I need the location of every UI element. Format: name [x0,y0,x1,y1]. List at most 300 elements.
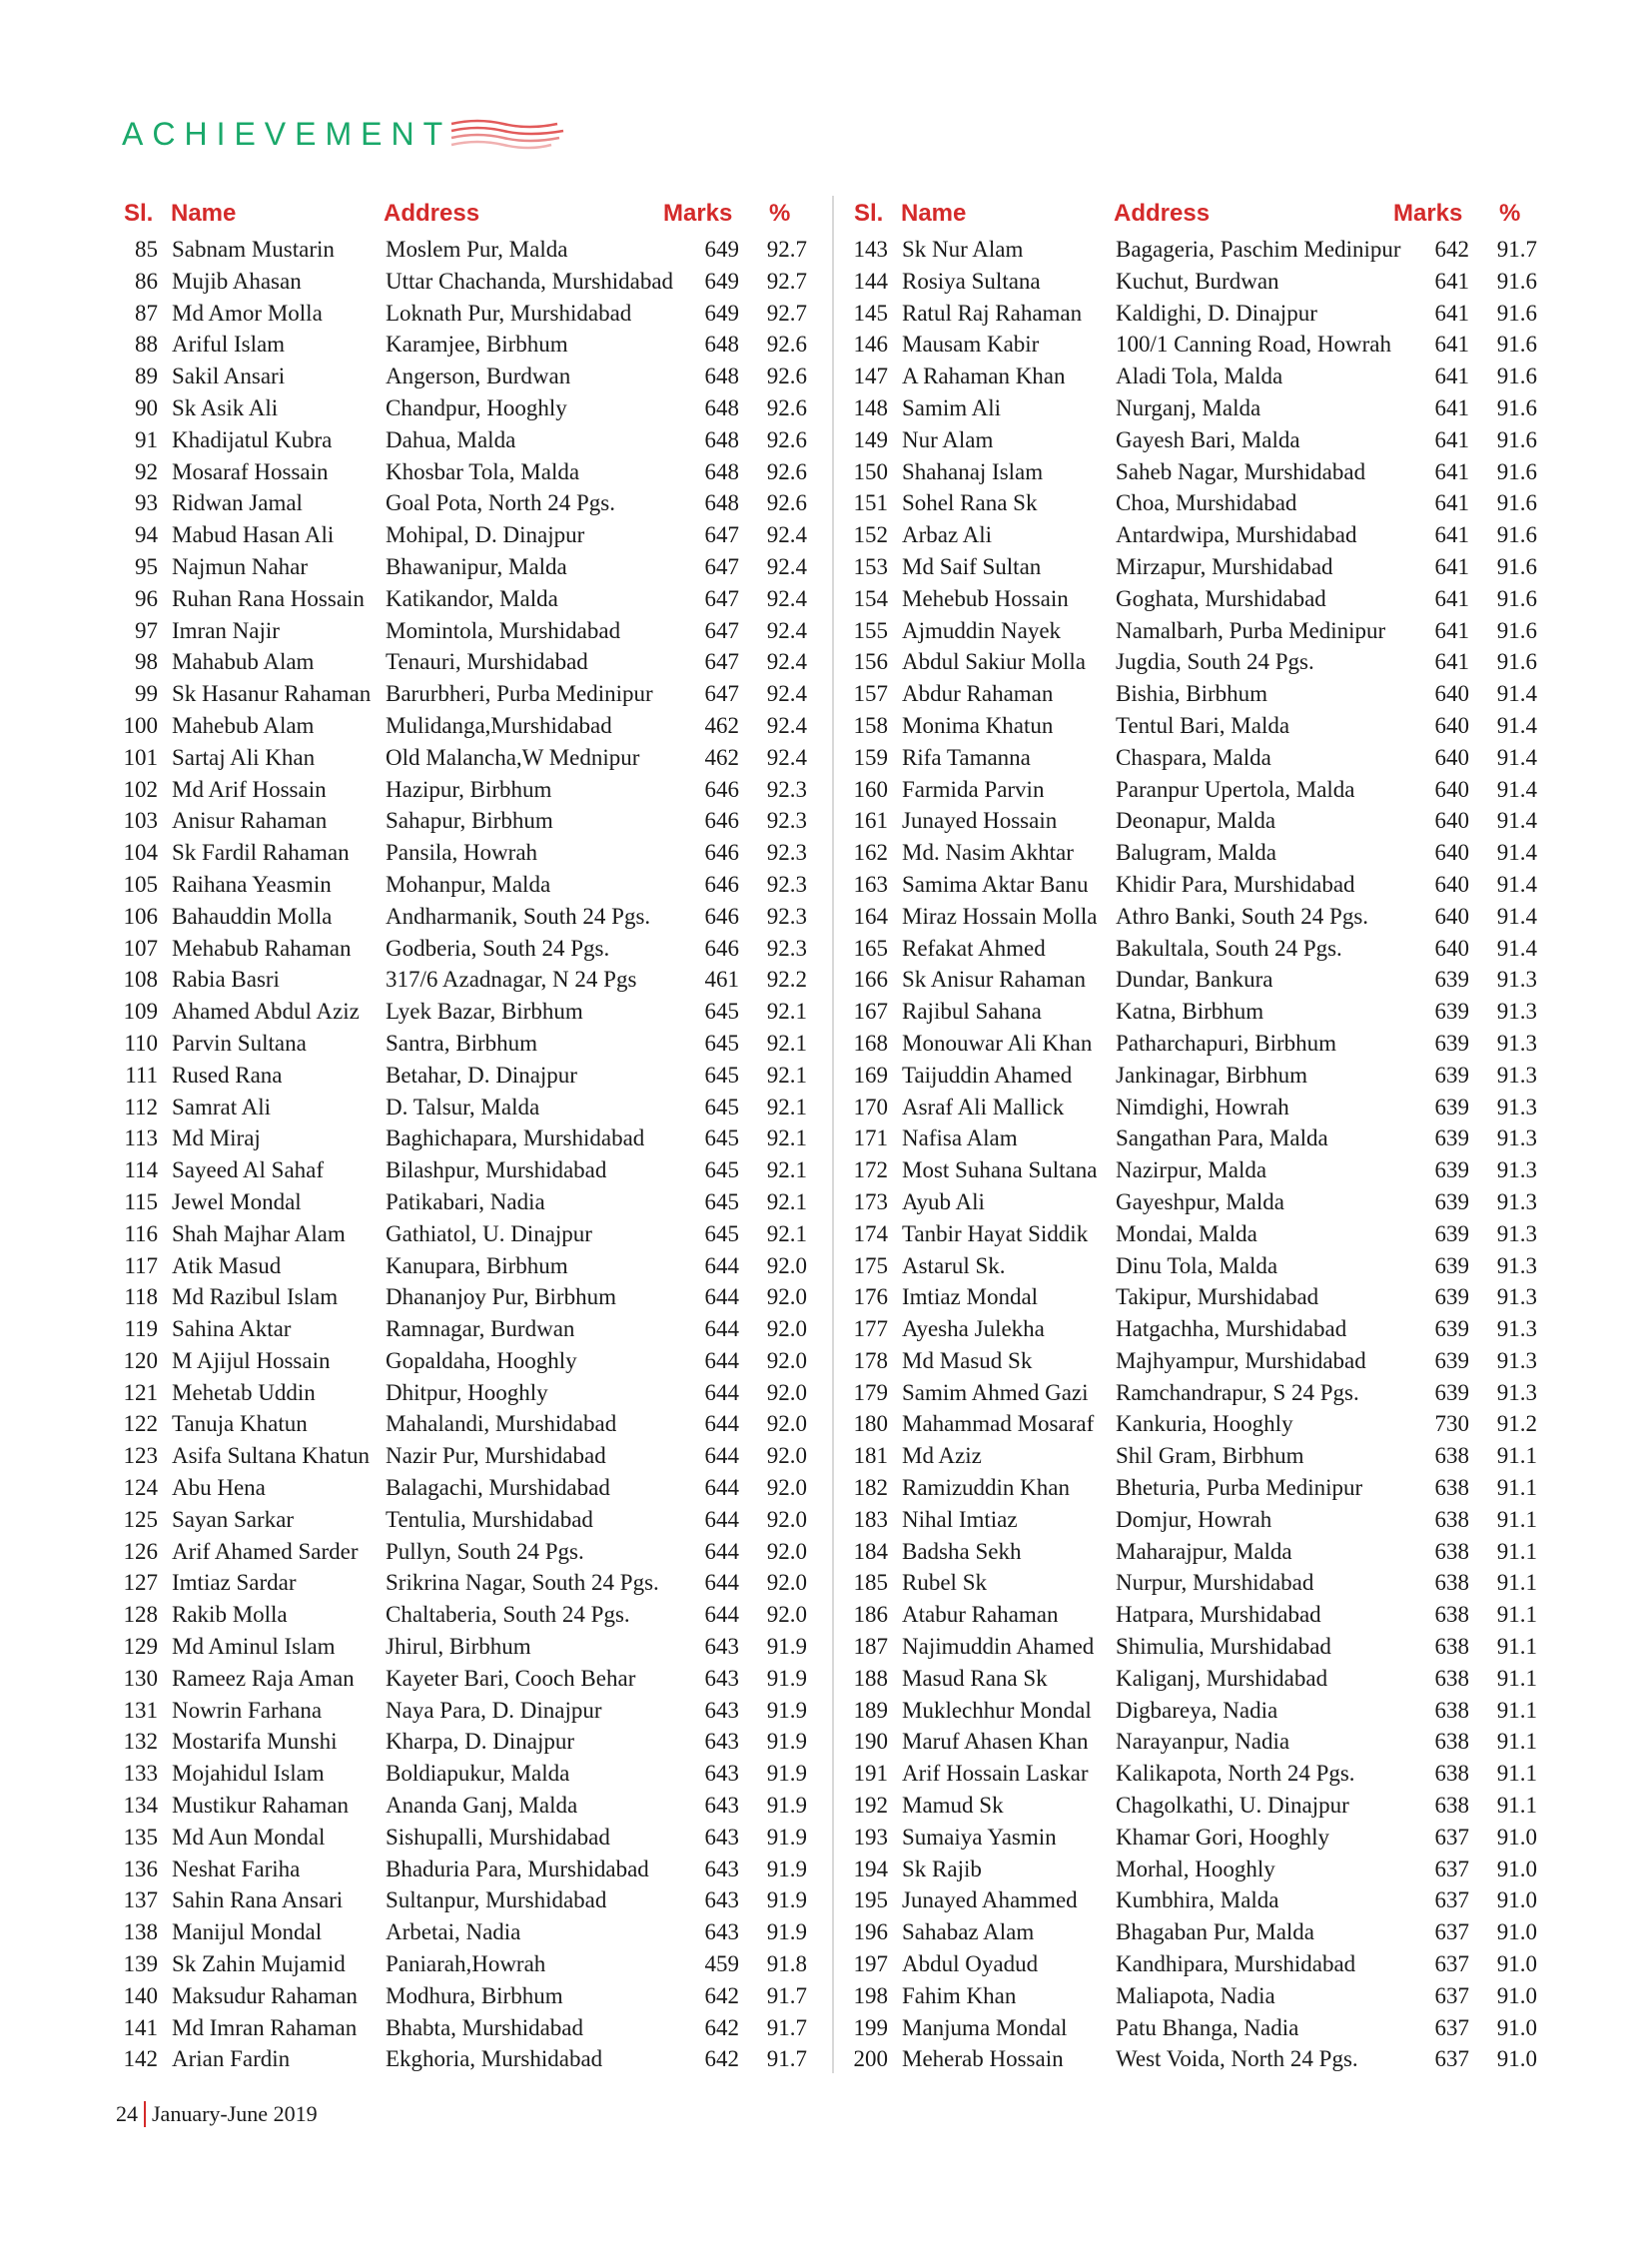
cell-percent: 91.6 [1496,458,1537,484]
cell-sl: 176 [853,1284,888,1310]
cell-address: Kandhipara, Murshidabad [1116,1951,1356,1977]
cell-address: Sangathan Para, Malda [1116,1125,1328,1151]
cell-marks: 639 [1434,1220,1469,1246]
table-row [116,1758,815,1790]
cell-marks: 638 [1434,1697,1469,1723]
cell-sl: 158 [853,712,888,738]
cell-address: Kanupara, Birbhum [386,1252,568,1278]
cell-sl: 107 [123,935,158,961]
cell-marks: 649 [704,237,739,262]
cell-percent: 92.0 [766,1411,807,1437]
cell-name: Parvin Sultana [172,1030,307,1056]
table-row [846,646,1545,678]
table-row [846,774,1545,806]
cell-marks: 644 [704,1570,739,1596]
cell-percent: 91.6 [1496,553,1537,579]
cell-address: Old Malancha,W Mednipur [386,744,640,770]
cell-name: Rosiya Sultana [902,268,1041,294]
cell-sl: 152 [853,522,888,548]
cell-address: Chaltaberia, South 24 Pgs. [386,1602,630,1628]
cell-marks: 640 [1434,903,1469,929]
cell-address: Jhirul, Birbhum [386,1634,531,1660]
cell-address: Saheb Nagar, Murshidabad [1116,458,1366,484]
cell-marks: 641 [1434,332,1469,358]
cell-name: Asraf Ali Mallick [902,1094,1065,1120]
cell-name: Tanuja Khatun [172,1411,308,1437]
cell-sl: 89 [135,364,158,389]
cell-sl: 108 [123,967,158,993]
cell-address: Kankuria, Hooghly [1116,1411,1293,1437]
cell-marks: 637 [1434,2046,1469,2072]
cell-marks: 642 [704,2046,739,2072]
cell-name: Samrat Ali [172,1094,272,1120]
cell-marks: 647 [704,681,739,707]
cell-marks: 641 [1434,458,1469,484]
table-row [846,710,1545,742]
cell-percent: 91.6 [1496,268,1537,294]
cell-name: Mehebub Hossain [902,585,1069,611]
cell-percent: 91.4 [1496,776,1537,802]
cell-percent: 91.3 [1496,1252,1537,1278]
cell-percent: 92.7 [766,237,807,262]
cell-percent: 91.4 [1496,808,1537,834]
table-row [846,424,1545,456]
cell-marks: 644 [704,1443,739,1469]
cell-address: Bhawanipur, Malda [386,553,567,579]
cell-percent: 91.4 [1496,744,1537,770]
cell-sl: 163 [853,871,888,897]
cell-marks: 644 [704,1506,739,1532]
cell-marks: 646 [704,935,739,961]
table-row [846,583,1545,615]
cell-name: Shah Majhar Alam [172,1220,346,1246]
cell-marks: 644 [704,1602,739,1628]
cell-name: Imtiaz Sardar [172,1570,297,1596]
cell-name: Sohel Rana Sk [902,490,1038,516]
cell-sl: 184 [853,1538,888,1564]
cell-percent: 91.4 [1496,871,1537,897]
cell-sl: 199 [853,2014,888,2040]
cell-marks: 643 [704,1761,739,1787]
table-row [846,1250,1545,1282]
cell-sl: 112 [124,1094,158,1120]
cell-percent: 92.4 [766,649,807,675]
cell-address: Khamar Gori, Hooghly [1116,1824,1329,1850]
cell-sl: 126 [123,1538,158,1564]
cell-name: Mabud Hasan Ali [172,522,335,548]
table-row [846,1345,1545,1377]
cell-marks: 648 [704,490,739,516]
table-row [116,487,815,519]
cell-percent: 91.1 [1496,1697,1537,1723]
cell-address: Mondai, Malda [1116,1220,1257,1246]
cell-name: Imran Najir [172,617,280,643]
cell-percent: 92.4 [766,617,807,643]
cell-percent: 91.3 [1496,967,1537,993]
cell-name: Md Amor Molla [172,300,323,326]
cell-marks: 644 [704,1411,739,1437]
cell-percent: 91.3 [1496,1062,1537,1088]
table-row [116,710,815,742]
cell-percent: 91.1 [1496,1729,1537,1755]
cell-percent: 92.1 [766,999,807,1025]
cell-sl: 182 [853,1475,888,1501]
cell-sl: 162 [853,840,888,866]
cell-name: Abdur Rahaman [902,681,1054,707]
cell-sl: 177 [853,1316,888,1342]
cell-address: Majhyampur, Murshidabad [1116,1347,1366,1373]
cell-sl: 196 [853,1919,888,1945]
cell-marks: 643 [704,1697,739,1723]
cell-sl: 141 [123,2014,158,2040]
table-row [116,1377,815,1409]
cell-sl: 143 [853,237,888,262]
cell-percent: 91.0 [1496,1951,1537,1977]
cell-marks: 638 [1434,1602,1469,1628]
cell-name: Sk Zahin Mujamid [172,1951,346,1977]
cell-name: Most Suhana Sultana [902,1157,1098,1183]
cell-percent: 91.3 [1496,1220,1537,1246]
table-row [846,901,1545,933]
cell-percent: 91.6 [1496,332,1537,358]
cell-sl: 160 [853,776,888,802]
table-row [116,1504,815,1536]
cell-name: Mojahidul Islam [172,1761,325,1787]
cell-percent: 92.3 [766,776,807,802]
cell-name: Sk Nur Alam [902,237,1024,262]
cell-marks: 647 [704,522,739,548]
cell-sl: 187 [853,1634,888,1660]
cell-sl: 134 [123,1793,158,1819]
cell-percent: 91.9 [766,1887,807,1913]
cell-sl: 169 [853,1062,888,1088]
table-row [116,1186,815,1218]
table-row [116,392,815,424]
cell-percent: 91.2 [1496,1411,1537,1437]
cell-percent: 92.0 [766,1538,807,1564]
cell-name: Sk Rajib [902,1856,982,1881]
table-row [846,1695,1545,1727]
cell-address: Nurpur, Murshidabad [1116,1570,1314,1596]
table-row [846,742,1545,774]
cell-name: Samim Ali [902,394,1002,420]
cell-sl: 98 [135,649,158,675]
cell-percent: 92.4 [766,712,807,738]
cell-name: Rubel Sk [902,1570,987,1596]
cell-sl: 153 [853,553,888,579]
cell-address: Godberia, South 24 Pgs. [386,935,610,961]
table-row [846,1313,1545,1345]
cell-marks: 638 [1434,1475,1469,1501]
cell-name: Astarul Sk. [902,1252,1006,1278]
cell-address: Tentulia, Murshidabad [386,1506,593,1532]
cell-sl: 180 [853,1411,888,1437]
cell-address: Modhura, Birbhum [386,1982,563,2008]
table-row [846,2012,1545,2044]
cell-address: Dundar, Bankura [1116,967,1273,993]
cell-percent: 91.1 [1496,1570,1537,1596]
cell-name: Atik Masud [172,1252,282,1278]
cell-address: Namalbarh, Purba Medinipur [1116,617,1386,643]
cell-name: Arbaz Ali [902,522,993,548]
cell-address: Uttar Chachanda, Murshidabad [386,268,674,294]
cell-marks: 640 [1434,776,1469,802]
header-sl: Sl. [124,200,154,227]
cell-address: Naya Para, D. Dinajpur [386,1697,602,1723]
cell-address: Paniarah,Howrah [386,1951,546,1977]
cell-marks: 640 [1434,871,1469,897]
cell-marks: 641 [1434,364,1469,389]
cell-name: Md Miraj [172,1125,261,1151]
cell-percent: 91.6 [1496,364,1537,389]
cell-marks: 638 [1434,1538,1469,1564]
cell-name: Najimuddin Ahamed [902,1634,1095,1660]
cell-marks: 640 [1434,712,1469,738]
table-row [846,298,1545,330]
cell-sl: 137 [123,1887,158,1913]
footer-separator [144,2101,146,2127]
cell-marks: 644 [704,1538,739,1564]
cell-marks: 639 [1434,1094,1469,1120]
table-row [846,1028,1545,1060]
cell-name: Ayesha Julekha [902,1316,1045,1342]
cell-address: 100/1 Canning Road, Howrah [1116,332,1391,358]
cell-address: Kaldighi, D. Dinajpur [1116,300,1317,326]
table-row [846,456,1545,488]
cell-sl: 183 [853,1506,888,1532]
table-row [846,1599,1545,1631]
cell-name: Arif Ahamed Sarder [172,1538,359,1564]
cell-address: Ramnagar, Burdwan [386,1316,575,1342]
cell-percent: 91.9 [766,1919,807,1945]
cell-address: Choa, Murshidabad [1116,490,1297,516]
table-row [846,487,1545,519]
cell-address: Katikandor, Malda [386,585,558,611]
cell-name: Arif Hossain Laskar [902,1761,1089,1787]
cell-sl: 145 [853,300,888,326]
cell-marks: 646 [704,840,739,866]
cell-marks: 638 [1434,1443,1469,1469]
cell-marks: 645 [704,1125,739,1151]
table-row [116,1028,815,1060]
table-row [116,742,815,774]
cell-name: Sumaiya Yasmin [902,1824,1057,1850]
header-marks: Marks [663,200,733,227]
cell-percent: 91.3 [1496,1094,1537,1120]
cell-name: Muklechhur Mondal [902,1697,1092,1723]
cell-address: Bagageria, Paschim Medinipur [1116,237,1401,262]
table-row [116,1345,815,1377]
cell-marks: 649 [704,300,739,326]
cell-name: Sahabaz Alam [902,1919,1035,1945]
cell-marks: 462 [704,744,739,770]
cell-name: M Ajijul Hossain [172,1347,331,1373]
cell-sl: 197 [853,1951,888,1977]
cell-address: Loknath Pur, Murshidabad [386,300,632,326]
cell-marks: 645 [704,1188,739,1214]
cell-sl: 114 [124,1157,158,1183]
cell-sl: 128 [123,1602,158,1628]
cell-marks: 639 [1434,1157,1469,1183]
cell-address: Aladi Tola, Malda [1116,364,1283,389]
cell-address: Patharchapuri, Birbhum [1116,1030,1337,1056]
cell-marks: 644 [704,1475,739,1501]
cell-address: Jugdia, South 24 Pgs. [1116,649,1314,675]
table-row [846,361,1545,392]
cell-percent: 92.3 [766,935,807,961]
cell-name: Bahauddin Molla [172,903,333,929]
cell-marks: 641 [1434,553,1469,579]
cell-address: Kayeter Bari, Cooch Behar [386,1665,636,1691]
cell-address: Pansila, Howrah [386,840,538,866]
cell-sl: 148 [853,394,888,420]
table-row [116,869,815,901]
cell-address: Maharajpur, Malda [1116,1538,1292,1564]
wave-ornament-icon [447,116,567,152]
cell-address: Mulidanga,Murshidabad [386,712,612,738]
cell-marks: 639 [1434,1125,1469,1151]
cell-marks: 643 [704,1793,739,1819]
cell-sl: 191 [853,1761,888,1787]
header-sl: Sl. [854,200,884,227]
cell-marks: 637 [1434,1982,1469,2008]
cell-marks: 637 [1434,2014,1469,2040]
table-row [116,774,815,806]
cell-address: Bhaduria Para, Murshidabad [386,1856,649,1881]
cell-marks: 637 [1434,1824,1469,1850]
cell-percent: 91.3 [1496,999,1537,1025]
table-row [116,805,815,837]
cell-percent: 92.0 [766,1284,807,1310]
cell-sl: 105 [123,871,158,897]
cell-name: Atabur Rahaman [902,1602,1059,1628]
cell-name: Mustikur Rahaman [172,1793,349,1819]
cell-marks: 648 [704,394,739,420]
cell-sl: 97 [135,617,158,643]
table-row [846,1377,1545,1409]
cell-sl: 192 [853,1793,888,1819]
cell-name: Mehabub Rahaman [172,935,352,961]
cell-percent: 92.3 [766,840,807,866]
cell-sl: 171 [853,1125,888,1151]
cell-name: Sayeed Al Sahaf [172,1157,325,1183]
table-row [116,1218,815,1250]
cell-marks: 648 [704,332,739,358]
cell-sl: 122 [123,1411,158,1437]
cell-sl: 175 [853,1252,888,1278]
cell-marks: 646 [704,808,739,834]
cell-address: Jankinagar, Birbhum [1116,1062,1307,1088]
cell-sl: 185 [853,1570,888,1596]
cell-name: Mostarifa Munshi [172,1729,338,1755]
table-row [116,1599,815,1631]
cell-name: Jewel Mondal [172,1188,302,1214]
cell-address: Patikabari, Nadia [386,1188,545,1214]
cell-address: Nazirpur, Malda [1116,1157,1267,1183]
cell-address: Dahua, Malda [386,426,516,452]
cell-percent: 91.9 [766,1824,807,1850]
cell-marks: 641 [1434,300,1469,326]
cell-sl: 94 [135,522,158,548]
table-row [116,1313,815,1345]
cell-marks: 640 [1434,840,1469,866]
cell-percent: 92.0 [766,1443,807,1469]
cell-marks: 645 [704,1062,739,1088]
cell-sl: 149 [853,426,888,452]
cell-address: Hatpara, Murshidabad [1116,1602,1321,1628]
cell-address: Goal Pota, North 24 Pgs. [386,490,615,516]
cell-sl: 131 [123,1697,158,1723]
cell-sl: 125 [123,1506,158,1532]
cell-sl: 142 [123,2046,158,2072]
cell-marks: 641 [1434,490,1469,516]
cell-percent: 91.9 [766,1729,807,1755]
cell-marks: 643 [704,1919,739,1945]
cell-address: Gayesh Bari, Malda [1116,426,1300,452]
cell-sl: 159 [853,744,888,770]
cell-marks: 730 [1434,1411,1469,1437]
table-row [846,519,1545,551]
cell-percent: 92.0 [766,1347,807,1373]
header-name: Name [171,200,237,227]
cell-sl: 117 [124,1252,158,1278]
cell-percent: 91.6 [1496,300,1537,326]
header-address: Address [1114,200,1211,227]
cell-percent: 91.0 [1496,1887,1537,1913]
table-row [116,1822,815,1854]
cell-marks: 639 [1434,967,1469,993]
cell-name: Arian Fardin [172,2046,291,2072]
table-row [116,646,815,678]
cell-address: Chagolkathi, U. Dinajpur [1116,1793,1349,1819]
cell-marks: 638 [1434,1729,1469,1755]
cell-address: Tenauri, Murshidabad [386,649,588,675]
cell-sl: 172 [853,1157,888,1183]
table-row [116,1790,815,1822]
cell-address: Barurbheri, Purba Medinipur [386,681,653,707]
cell-marks: 643 [704,1729,739,1755]
cell-percent: 92.6 [766,332,807,358]
table-row [116,1408,815,1440]
table-row [116,996,815,1028]
cell-address: Katna, Birbhum [1116,999,1264,1025]
header-name: Name [901,200,967,227]
cell-marks: 638 [1434,1793,1469,1819]
cell-marks: 639 [1434,1379,1469,1405]
cell-name: Neshat Fariha [172,1856,301,1881]
cell-sl: 195 [853,1887,888,1913]
cell-percent: 91.4 [1496,712,1537,738]
cell-sl: 121 [123,1379,158,1405]
cell-address: Baghichapara, Murshidabad [386,1125,645,1151]
cell-address: Pullyn, South 24 Pgs. [386,1538,584,1564]
cell-sl: 146 [853,332,888,358]
cell-marks: 640 [1434,681,1469,707]
cell-address: Srikrina Nagar, South 24 Pgs. [386,1570,659,1596]
cell-sl: 102 [123,776,158,802]
cell-name: Md Aziz [902,1443,982,1469]
cell-address: Kalikapota, North 24 Pgs. [1116,1761,1355,1787]
cell-name: Samima Aktar Banu [902,871,1089,897]
cell-name: Md Aminul Islam [172,1634,336,1660]
table-row [846,1504,1545,1536]
table-row [116,1567,815,1599]
cell-name: Mahabub Alam [172,649,315,675]
cell-address: Sultanpur, Murshidabad [386,1887,607,1913]
cell-name: Nowrin Farhana [172,1697,323,1723]
cell-marks: 639 [1434,1030,1469,1056]
cell-address: Bhabta, Murshidabad [386,2014,584,2040]
